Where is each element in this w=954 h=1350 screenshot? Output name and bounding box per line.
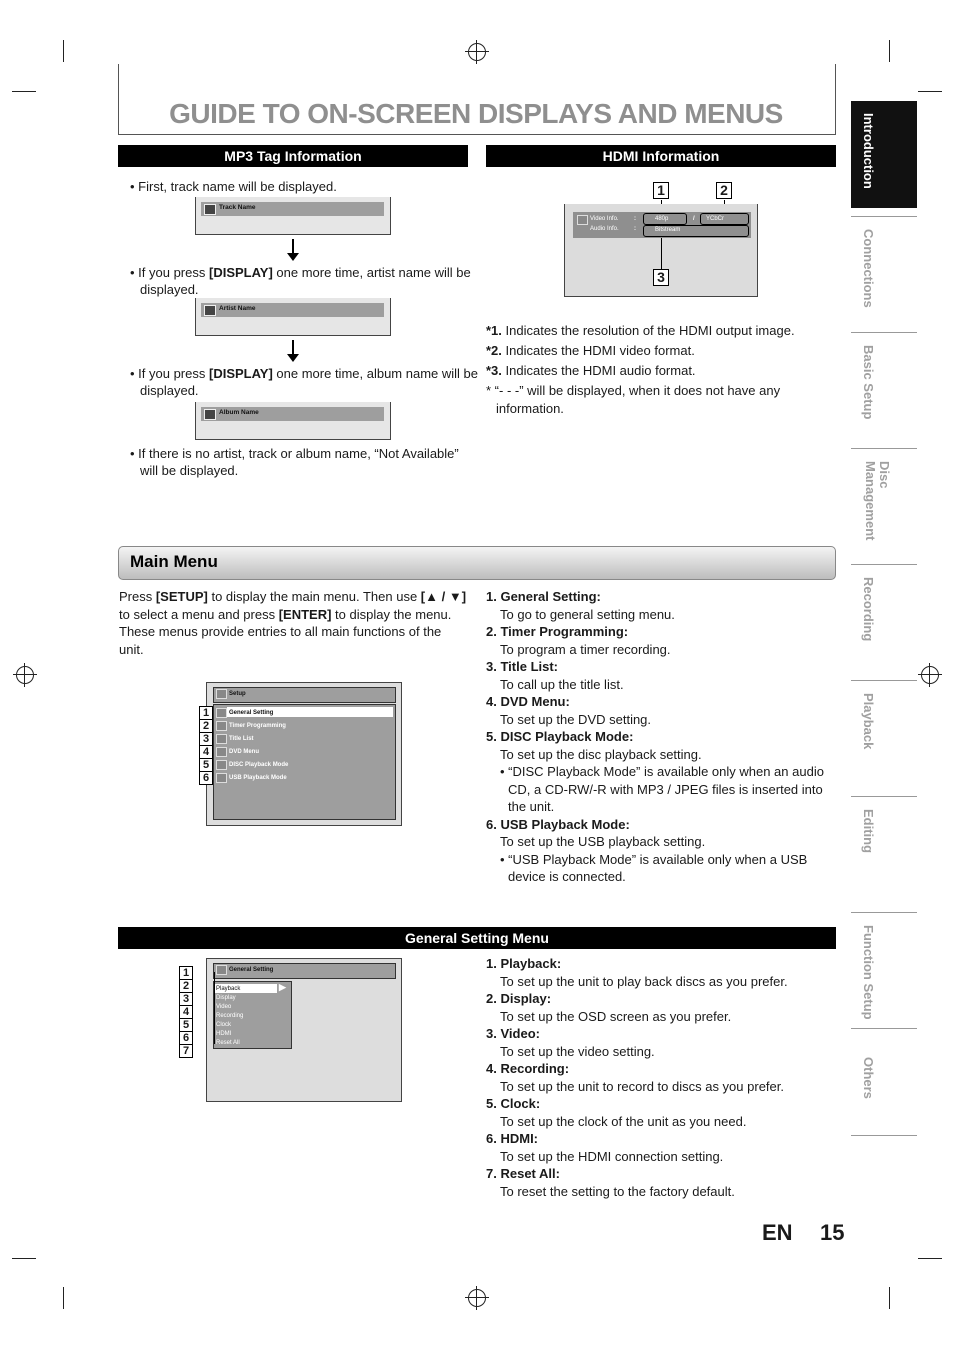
- main-menu-title: Main Menu: [130, 552, 218, 571]
- item-heading: HDMI:: [500, 1131, 539, 1146]
- setup-key: [SETUP]: [155, 589, 208, 604]
- mp3-bullet-1: • First, track name will be displayed.: [130, 179, 337, 194]
- note-text: Indicates the HDMI audio format.: [501, 363, 696, 378]
- general-callout-3: 3: [179, 992, 193, 1006]
- setup-callout-4: 4: [199, 745, 213, 759]
- text: • If you press: [130, 265, 209, 280]
- list-item: [486, 728, 836, 746]
- page-title: GUIDE TO ON-SCREEN DISPLAYS AND MENUS: [169, 98, 783, 129]
- item-description: To set up the unit to record to discs as you prefer.: [500, 1078, 784, 1094]
- artist-name-label: Artist Name: [219, 305, 256, 312]
- general-callout-1: 1: [179, 966, 193, 980]
- callout-1: 1: [653, 182, 669, 199]
- setup-item-6: USB Playback Mode: [229, 775, 287, 781]
- general-callout-7: 7: [179, 1044, 193, 1058]
- callout-lines: [192, 972, 215, 1044]
- note-text: Indicates the resolution of the HDMI output image.: [501, 323, 795, 338]
- page-language: EN: [762, 1220, 793, 1245]
- crop-mark: [12, 1258, 36, 1259]
- note-key: *1.: [486, 323, 502, 338]
- general-item-1: Playback: [216, 986, 241, 992]
- setup-callout-6: 6: [199, 771, 213, 785]
- crop-mark: [12, 91, 36, 92]
- list-item: [486, 990, 836, 1008]
- callout-3: 3: [653, 269, 669, 286]
- general-item-3: Video: [216, 1004, 232, 1010]
- list-item: [486, 1130, 836, 1148]
- general-setting-screen: [206, 958, 402, 1102]
- arrow-down-icon: [292, 340, 294, 356]
- general-title: General Setting: [229, 967, 274, 973]
- item-number: 4.: [486, 694, 497, 709]
- tab-label: Connections: [861, 229, 876, 308]
- item-description: To set up the video setting.: [500, 1043, 655, 1059]
- video-info-label: Video Info.: [590, 216, 619, 222]
- hdmi-note-3: [486, 361, 836, 381]
- audio-format-value: Bitstream: [655, 227, 681, 233]
- crop-mark: [889, 1287, 890, 1309]
- general-item-5: Clock: [216, 1022, 232, 1028]
- display-key: [DISPLAY]: [208, 366, 273, 381]
- tab-label: Introduction: [861, 113, 876, 189]
- item-description: To call up the title list.: [500, 676, 624, 692]
- tab-others[interactable]: [851, 1028, 917, 1136]
- artist-icon: [204, 305, 216, 316]
- hdmi-icon: [577, 215, 588, 225]
- crop-mark: [63, 40, 64, 62]
- item-description: To set up the OSD screen as you prefer.: [500, 1008, 732, 1024]
- item-number: 6.: [486, 1131, 497, 1146]
- setup-callout-2: 2: [199, 719, 213, 733]
- item-number: 5.: [486, 1096, 497, 1111]
- item-subnote: • “USB Playback Mode” is available only when a USB device is connected.: [500, 851, 808, 884]
- disc-playback-icon: [216, 760, 227, 770]
- general-setting-icon: [216, 965, 227, 975]
- cursor-keys: [▲ / ▼]: [420, 589, 467, 604]
- tab-label: Others: [861, 1057, 876, 1099]
- item-heading: Reset All:: [500, 1166, 560, 1181]
- track-icon: [204, 204, 216, 215]
- note-key: *2.: [486, 343, 502, 358]
- tab-playback[interactable]: [851, 680, 917, 789]
- setup-item-3: Title List: [229, 736, 254, 742]
- item-description: To set up the HDMI connection setting.: [500, 1148, 724, 1164]
- usb-playback-icon: [216, 773, 227, 783]
- mp3-screen-artist: [195, 298, 391, 336]
- hdmi-note-2: [486, 341, 836, 361]
- video-format-value: YCbCr: [706, 216, 725, 222]
- setup-screen: [206, 682, 402, 826]
- tab-recording[interactable]: [851, 564, 917, 673]
- crop-mark: [918, 1258, 942, 1259]
- arrow-right-icon: ▶: [279, 982, 286, 992]
- item-description: To set up the unit to play back discs as you prefer.: [500, 973, 788, 989]
- list-item: [486, 658, 836, 676]
- item-number: 5.: [486, 729, 497, 744]
- registration-mark-icon: [468, 1289, 486, 1307]
- text: one more time, artist name will be displayed.: [140, 265, 471, 297]
- setup-callout-5: 5: [199, 758, 213, 772]
- item-description: To reset the setting to the factory default.: [500, 1183, 735, 1199]
- tab-introduction[interactable]: [851, 101, 917, 208]
- mp3-bullet-4: • If there is no artist, track or album name, “Not Available” will be displayed.: [130, 446, 459, 478]
- item-description: To set up the DVD setting.: [500, 711, 652, 727]
- mp3-screen-album: [195, 402, 391, 440]
- item-subnote: • “DISC Playback Mode” is available only when an audio CD, a CD-RW/-R with MP3 / JPEG files is inserted into the unit.: [500, 764, 824, 814]
- text: • If you press: [130, 366, 209, 381]
- setup-callout-1: 1: [199, 706, 213, 720]
- hdmi-note-4: * “- - -” will be displayed, when it does not have any information.: [486, 383, 781, 416]
- main-menu-header-bar: [118, 546, 836, 580]
- item-number: 7.: [486, 1166, 497, 1181]
- list-item: [486, 1060, 836, 1078]
- item-number: 4.: [486, 1061, 497, 1076]
- crop-mark: [889, 40, 890, 62]
- audio-info-label: Audio Info.: [590, 226, 619, 232]
- text: to display the main menu. Then use: [207, 589, 421, 604]
- item-description: To set up the USB playback setting.: [500, 834, 706, 849]
- mp3-screen-track: [195, 197, 391, 235]
- colon: :: [634, 216, 636, 222]
- tab-label: Disc Management: [863, 461, 892, 541]
- enter-key: [ENTER]: [278, 606, 332, 622]
- crop-mark: [918, 91, 942, 92]
- main-menu-list: [486, 588, 836, 886]
- item-heading: General Setting:: [500, 589, 601, 604]
- item-number: 6.: [486, 816, 497, 832]
- title-list-icon: [216, 734, 227, 744]
- tab-label: Playback: [861, 693, 876, 750]
- tab-editing[interactable]: [851, 796, 917, 905]
- album-name-label: Album Name: [219, 409, 259, 416]
- general-callout-6: 6: [179, 1031, 193, 1045]
- note-key: *3.: [486, 363, 502, 378]
- general-callout-2: 2: [179, 979, 193, 993]
- item-number: 3.: [486, 1026, 497, 1041]
- tab-disc-management[interactable]: [851, 448, 917, 557]
- timer-icon: [216, 721, 227, 731]
- mp3-bullet-3: [130, 366, 480, 399]
- list-item: [486, 955, 836, 973]
- text: one more time, album name will be displayed.: [140, 366, 478, 398]
- slash: /: [693, 216, 695, 222]
- item-number: 1.: [486, 956, 497, 971]
- page-number: 15: [820, 1220, 845, 1245]
- main-menu-intro: [119, 588, 469, 658]
- list-item: [486, 693, 836, 711]
- registration-mark-icon: [16, 666, 34, 684]
- text: to display the menu. These menus provide entries to all main functions of the unit.: [119, 606, 452, 657]
- setup-item-1: General Setting: [229, 710, 274, 716]
- general-setting-icon: [216, 708, 227, 718]
- list-item: [486, 588, 836, 606]
- tab-function-setup[interactable]: [851, 912, 917, 1021]
- general-item-6: HDMI: [216, 1031, 232, 1037]
- item-heading: Clock:: [500, 1096, 541, 1111]
- registration-mark-icon: [468, 43, 486, 61]
- callout-2: 2: [716, 182, 732, 199]
- general-item-2: Display: [216, 995, 236, 1001]
- dvd-menu-icon: [216, 747, 227, 757]
- item-heading: USB Playback Mode:: [500, 816, 630, 832]
- display-key: [DISPLAY]: [208, 265, 273, 280]
- registration-mark-icon: [921, 666, 939, 684]
- text: to select a menu and press: [119, 606, 279, 622]
- mp3-bullet-2: [130, 265, 480, 298]
- tab-connections[interactable]: [851, 216, 917, 325]
- text: Press: [119, 589, 156, 604]
- callout-line: [661, 238, 662, 269]
- item-number: 2.: [486, 991, 497, 1006]
- setup-item-5: DISC Playback Mode: [229, 762, 289, 768]
- hdmi-note-1: [486, 321, 836, 341]
- item-number: 3.: [486, 659, 497, 674]
- item-description: To program a timer recording.: [500, 641, 671, 657]
- resolution-value: 480p: [655, 216, 669, 222]
- item-number: 2.: [486, 624, 497, 639]
- setup-icon: [216, 689, 227, 699]
- setup-item-4: DVD Menu: [229, 749, 259, 755]
- colon: :: [634, 226, 636, 232]
- tab-label: Recording: [861, 577, 876, 642]
- item-description: To set up the clock of the unit as you need.: [500, 1113, 747, 1129]
- item-number: 1.: [486, 589, 497, 604]
- list-item: [486, 1025, 836, 1043]
- general-callout-4: 4: [179, 1005, 193, 1019]
- item-heading: Video:: [500, 1026, 540, 1041]
- tab-label: Editing: [861, 809, 876, 854]
- note-text: Indicates the HDMI video format.: [501, 343, 695, 358]
- general-setting-header: General Setting Menu: [118, 927, 836, 949]
- item-heading: Timer Programming:: [500, 624, 629, 639]
- item-heading: Playback:: [500, 956, 562, 971]
- track-name-label: Track Name: [219, 204, 256, 211]
- general-item-4: Recording: [216, 1013, 244, 1019]
- crop-mark: [63, 1287, 64, 1309]
- list-item: [486, 1095, 836, 1113]
- item-heading: Title List:: [500, 659, 559, 674]
- setup-item-2: Timer Programming: [229, 723, 286, 729]
- list-item: [486, 816, 836, 834]
- tab-basic-setup[interactable]: [851, 332, 917, 441]
- item-heading: Recording:: [500, 1061, 570, 1076]
- item-description: To set up the disc playback setting.: [500, 746, 702, 762]
- item-description: To go to general setting menu.: [500, 606, 675, 622]
- list-item: [486, 623, 836, 641]
- setup-title: Setup: [229, 691, 246, 697]
- tab-label: Basic Setup: [861, 345, 876, 420]
- item-heading: DISC Playback Mode:: [500, 729, 634, 744]
- general-callout-5: 5: [179, 1018, 193, 1032]
- album-icon: [204, 409, 216, 420]
- setup-callout-3: 3: [199, 732, 213, 746]
- general-setting-list: [486, 955, 836, 1200]
- general-item-7: Reset All: [216, 1040, 240, 1046]
- mp3-section-header: MP3 Tag Information: [118, 145, 468, 167]
- hdmi-section-header: HDMI Information: [486, 145, 836, 167]
- arrow-down-icon: [292, 239, 294, 255]
- item-heading: Display:: [500, 991, 552, 1006]
- list-item: [486, 1165, 836, 1183]
- item-heading: DVD Menu:: [500, 694, 570, 709]
- tab-label: Function Setup: [861, 925, 876, 1020]
